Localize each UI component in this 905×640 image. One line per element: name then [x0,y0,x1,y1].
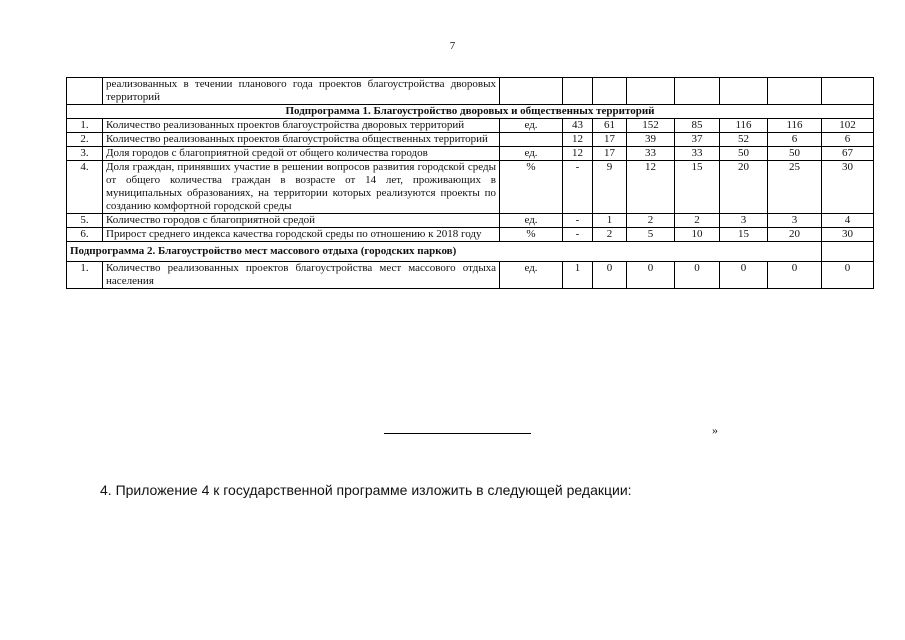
section-header-row [67,242,874,262]
value-cell: 43 [563,119,593,133]
value-cell: 0 [720,262,768,289]
indicator-name: Количество реализованных проектов благоустройства дворовых территорий [103,119,500,133]
unit-cell: ед. [500,119,563,133]
value-cell: 6 [822,133,874,147]
value-cell: 2 [627,214,675,228]
page-number: 7 [449,40,456,52]
unit-cell: ед. [500,262,563,289]
value-cell: 12 [563,147,593,161]
signature-line [384,433,531,434]
value-cell: 67 [822,147,874,161]
value-cell [822,78,874,105]
value-cell: 33 [675,147,720,161]
value-cell: 0 [768,262,822,289]
value-cell: 102 [822,119,874,133]
row-number: 2. [67,133,103,147]
table-row [67,262,874,289]
indicator-name: Доля городов с благоприятной средой от общего количества городов [103,147,500,161]
unit-cell [500,133,563,147]
value-cell: 20 [768,228,822,242]
value-cell: 30 [822,228,874,242]
value-cell: 37 [675,133,720,147]
unit-cell [500,78,563,105]
value-cell: 2 [675,214,720,228]
section-title: Подпрограмма 2. Благоустройство мест массового отдыха (городских парков) [67,242,822,262]
value-cell: 6 [768,133,822,147]
value-cell: 0 [822,262,874,289]
value-cell [675,78,720,105]
value-cell: 85 [675,119,720,133]
unit-cell: ед. [500,147,563,161]
row-number: 3. [67,147,103,161]
value-cell: - [563,228,593,242]
indicator-name: Количество реализованных проектов благоустройства общественных территорий [103,133,500,147]
empty-cell [822,242,874,262]
value-cell: 116 [768,119,822,133]
indicator-name: реализованных в течении планового года проектов благоустройства дворовых территорий [103,78,500,105]
value-cell: 152 [627,119,675,133]
row-number: 4. [67,161,103,214]
value-cell: 12 [627,161,675,214]
row-number: 6. [67,228,103,242]
value-cell: 5 [627,228,675,242]
value-cell: 17 [593,147,627,161]
value-cell: 0 [675,262,720,289]
row-number: 5. [67,214,103,228]
body-paragraph: 4. Приложение 4 к государственной программе изложить в следующей редакции: [100,482,632,498]
value-cell: 116 [720,119,768,133]
indicators-table [66,77,874,289]
value-cell: 15 [675,161,720,214]
row-number: 1. [67,119,103,133]
value-cell: 20 [720,161,768,214]
value-cell: - [563,161,593,214]
value-cell: 3 [720,214,768,228]
value-cell: 52 [720,133,768,147]
value-cell: 50 [768,147,822,161]
value-cell: 1 [593,214,627,228]
value-cell: 50 [720,147,768,161]
section-title: Подпрограмма 1. Благоустройство дворовых и общественных территорий [67,105,874,119]
value-cell [768,78,822,105]
indicator-name: Прирост среднего индекса качества городской среды по отношению к 2018 году [103,228,500,242]
value-cell: 3 [768,214,822,228]
table-row [67,147,874,161]
indicator-name: Количество реализованных проектов благоустройства мест массового отдыха населения [103,262,500,289]
table-row [67,228,874,242]
table-row [67,133,874,147]
value-cell: 15 [720,228,768,242]
section-header-row [67,105,874,119]
value-cell: 33 [627,147,675,161]
value-cell: 17 [593,133,627,147]
value-cell: 9 [593,161,627,214]
unit-cell: % [500,228,563,242]
value-cell: 61 [593,119,627,133]
value-cell: 2 [593,228,627,242]
value-cell: 0 [593,262,627,289]
table-row [67,78,874,105]
closing-quote: » [712,423,718,437]
unit-cell: ед. [500,214,563,228]
value-cell: 39 [627,133,675,147]
value-cell: 1 [563,262,593,289]
indicator-name: Количество городов с благоприятной средой [103,214,500,228]
table-row [67,161,874,214]
value-cell: 4 [822,214,874,228]
table-row [67,119,874,133]
table-row [67,214,874,228]
value-cell: 25 [768,161,822,214]
value-cell: 30 [822,161,874,214]
value-cell [563,78,593,105]
row-number [67,78,103,105]
indicator-name: Доля граждан, принявших участие в решении вопросов развития городской среды от общего количества граждан в возрасте от 14 лет, проживающих в муниципальных образованиях, на территории которых реализуются проекты по созданию комфортной городской среды [103,161,500,214]
value-cell [593,78,627,105]
value-cell: 0 [627,262,675,289]
value-cell: 10 [675,228,720,242]
value-cell: 12 [563,133,593,147]
unit-cell: % [500,161,563,214]
value-cell [627,78,675,105]
value-cell: - [563,214,593,228]
row-number: 1. [67,262,103,289]
value-cell [720,78,768,105]
